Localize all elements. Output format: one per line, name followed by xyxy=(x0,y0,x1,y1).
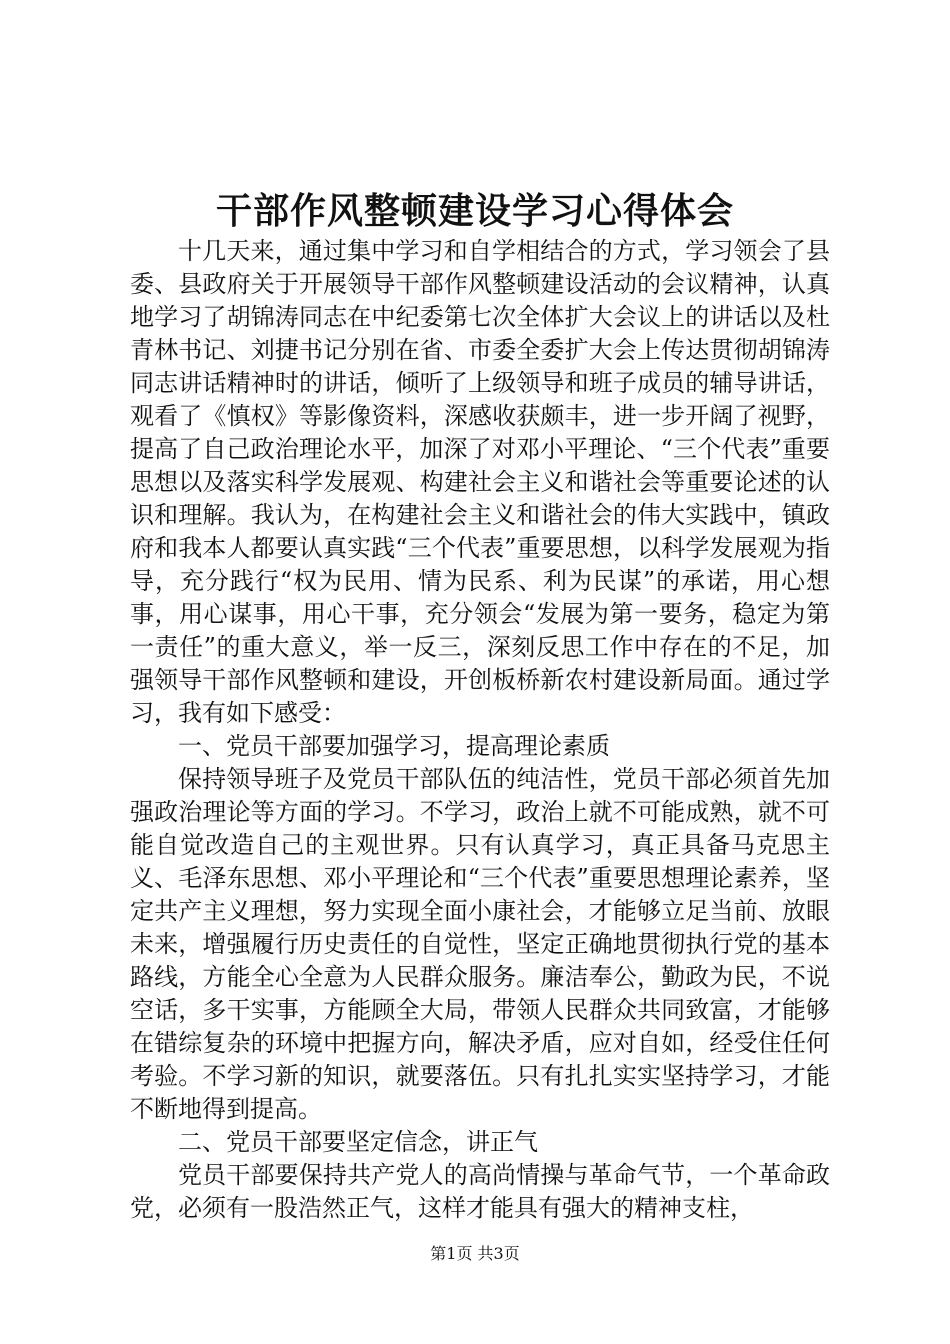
paragraph-section-2: 党员干部要保持共产党人的高尚情操与革命气节，一个革命政党，必须有一股浩然正气，这样才能具有强大的精神支柱， xyxy=(130,1161,830,1222)
page-footer: 第1页 共3页 xyxy=(430,1244,520,1263)
section-heading-2: 二、党员干部要坚定信念，讲正气 xyxy=(178,1128,538,1156)
paragraph-intro: 十几天来，通过集中学习和自学相结合的方式，学习领会了县委、县政府关于开展领导干部作风整顿建设活动的会议精神，认真地学习了胡锦涛同志在中纪委第七次全体扩大会议上的讲话以及杜青林书记、刘捷书记分别在省、市委全委扩大会上传达贯彻胡锦涛同志讲话精神时的讲话，倾听了上级领导和班子成员的辅导讲话，观看了《慎权》等影像资料，深感收获颇丰，进一步开阔了视野，提高了自己政治理论水平，加深了对邓小平理论、“三个代表”重要思想以及落实科学发展观、构建社会主义和谐社会等重要论述的认识和理解。我认为，在构建社会主义和谐社会的伟大实践中，镇政府和我本人都要认真实践“三个代表”重要思想，以科学发展观为指导，充分践行“权为民用、情为民系、利为民谋”的承诺，用心想事，用心谋事，用心干事，充分领会“发展为第一要务，稳定为第一责任”的重大意义，举一反三，深刻反思工作中存在的不足，加强领导干部作风整顿和建设，开创板桥新农村建设新局面。通过学习，我有如下感受： xyxy=(130,237,830,727)
section-heading-1: 一、党员干部要加强学习，提高理论素质 xyxy=(178,732,610,760)
document-body xyxy=(130,235,830,1225)
document-title: 干部作风整顿建设学习心得体会 xyxy=(215,190,734,232)
paragraph-section-1: 保持领导班子及党员干部队伍的纯洁性，党员干部必须首先加强政治理论等方面的学习。不学习，政治上就不可能成熟，就不可能自觉改造自己的主观世界。只有认真学习，真正具备马克思主义、毛泽东思想、邓小平理论和“三个代表”重要思想理论素养，坚定共产主义理想，努力实现全面小康社会，才能够立足当前、放眼未来，增强履行历史责任的自觉性，坚定正确地贯彻执行党的基本路线，方能全心全意为人民群众服务。廉洁奉公，勤政为民，不说空话，多干实事，方能顾全大局，带领人民群众共同致富，才能够在错综复杂的环境中把握方向，解决矛盾，应对自如，经受住任何考验。不学习新的知识，就要落伍。只有扎扎实实坚持学习，才能不断地得到提高。 xyxy=(130,765,830,1123)
